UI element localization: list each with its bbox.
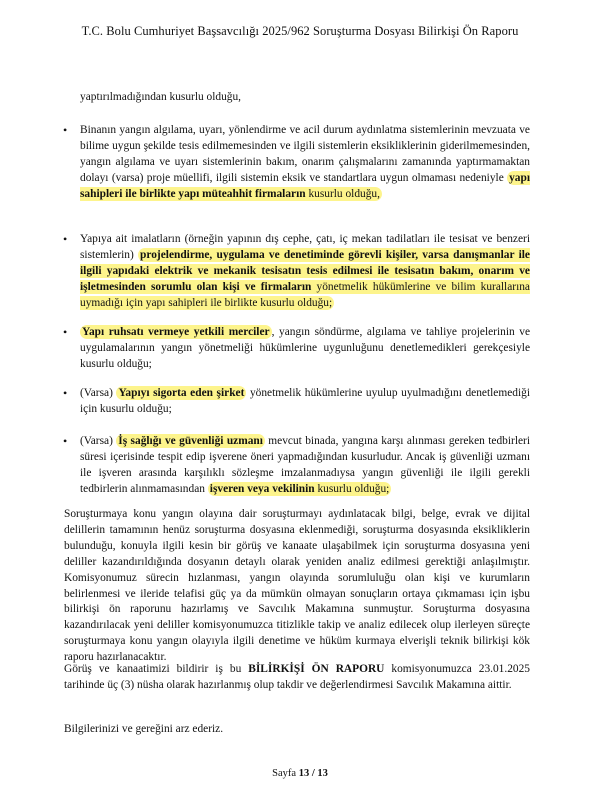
bullet-marker: • <box>63 434 68 448</box>
highlight: projelendirme, uygulama ve denetiminde görevli kişiler, varsa danışmanlar ile ilgili yapıdaki elektrik ve mekanik tesisatın tesis edilmesi ile tesisatın bakım, onarım ve işletmesinden sorumlu olan kişi ve firmaların yönetmelik hükümlerine ve bilim kurallarına uymadığı için yapı sahipleri ile birlikte kusurlu olduğu; <box>80 248 530 309</box>
report-title-bold: BİLİRKİŞİ ÖN RAPORU <box>248 663 385 675</box>
bullet-marker: • <box>63 325 68 339</box>
paragraph-evidence: Soruşturmaya konu yangın olayına dair soruşturmayı aydınlatacak bilgi, belge, evrak ve dijital delillerin tamamının henüz soruşturma dosyasına eklenmediği, soruşturma dosyasında eksikliklerin bulunduğu, konuyla ilgili kesin bir görüş ve kanaate ulaşabilmek için soruşturma dosyasına yeni deliller kazandırıldığında dosyanın detaylı olarak yeniden analiz edilmesi gerektiği anlaşılmıştır. Komisyonumuz sürecin hızlanması, yangın olayında sorumluluğu olan kişi ve kurumların belirlenmesi ve ileride telafisi güç ya da mümkün olmayan sonuçların ortaya çıkmaması için işbu bilirkişi ön raporunu hazırlamış ve Savcılık Makamına sunmuştur. Soruşturma dosyasına kazandırılacak yeni deliller komisyonumuzca titizlikle takip ve analiz edilecek olup ilerleyen süreçte soruşturmaya konu yangın olayıyla ilgili denetime ve hüküm kurmaya elverişli teknik bilirkişi kök raporu hazırlanacaktır. <box>64 508 530 664</box>
bullet-item-5: (Varsa) İş sağlığı ve güvenliği uzmanı mevcut binada, yangına karşı alınması gereken tedbirleri süresi içerisinde tespit edip işverene öneri yapmadığından kusurludur. Ancak iş güvenliği uzmanı ile işveren arasında karşılıklı sözleşme imzalanmadıysa yangın güvenliği ile ilgili gerekli tedbirlerin alınmamasından işveren veya vekilinin kusurlu olduğu; <box>80 435 531 495</box>
paragraph-closing: Bilgilerinizi ve gereğini arz ederiz. <box>64 723 224 735</box>
bullet-item-3: Yapı ruhsatı vermeye yetkili merciler , yangın söndürme, algılama ve tahliye projelerinin ve uygulamalarının yangın yönetmeliği hükümlerine uygunluğunu denetlemedikleri gerekçesiyle kusurlu olduğu; <box>80 326 531 370</box>
bullet-item-4: (Varsa) Yapıyı sigorta eden şirket yönetmelik hükümlerine uyulup uyulmadığını denetlemediği için kusurlu olduğu; <box>80 387 530 415</box>
bullet-item-1: Binanın yangın algılama, uyarı, yönlendirme ve acil durum aydınlatma sistemlerinin mevzuata ve bilime uygun şekilde tesis edilmemesinden ve ilgili sistemlerin eksikliklerinin giderilmemesinden, yangın algılama ve uyarı sistemlerinin bakım, onarım çalışmalarını zamanında yaptırmamaktan dolayı (varsa) proje müellifi, ilgili sistemin eksik ve standartlara uygun olmaması nedeniyle yapı sahipleri ile birlikte yapı müteahhit firmaların kusurlu olduğu, <box>80 124 530 200</box>
bullet-marker: • <box>63 386 68 400</box>
highlight: Yapı ruhsatı vermeye yetkili merciler <box>82 326 270 338</box>
highlight: yapı sahipleri ile birlikte yapı müteahhit firmaların kusurlu olduğu, <box>80 171 530 200</box>
highlight: İş sağlığı ve güvenliği uzmanı <box>118 435 263 447</box>
bullet-marker: • <box>63 123 68 137</box>
highlight: Yapıyı sigorta eden şirket <box>118 387 245 399</box>
page-footer: Sayfa 13 / 13 <box>272 768 328 779</box>
paragraph-conclusion: Görüş ve kanaatimizi bildirir iş bu BİLİRKİŞİ ÖN RAPORU komisyonumuzca 23.01.2025 tarihinde üç (3) nüsha olarak hazırlanmış olup takdir ve değerlendirmesi Savcılık Makamına aittir. <box>64 663 531 691</box>
top-fragment: yaptırılmadığından kusurlu olduğu, <box>80 91 242 103</box>
page-number: 13 / 13 <box>298 768 328 779</box>
bullet-item-2: Yapıya ait imalatların (örneğin yapının dış cephe, çatı, iç mekan tadilatları ile tesisat ve benzeri sistemlerin) projelendirme, uygulama ve denetiminde görevli kişiler, varsa danışmanlar ile ilgili yapıdaki elektrik ve mekanik tesisatın tesis edilmesi ile tesisatın bakım, onarım ve işletmesinden sorumlu olan kişi ve firmaların yönetmelik hükümlerine ve bilim kurallarına uymadığı için yapı sahipleri ile birlikte kusurlu olduğu; <box>80 233 530 309</box>
page-header: T.C. Bolu Cumhuriyet Başsavcılığı 2025/962 Soruşturma Dosyası Bilirkişi Ön Raporu <box>81 24 519 38</box>
bullet-marker: • <box>63 232 68 246</box>
highlight: işveren veya vekilinin kusurlu olduğu; <box>209 482 390 495</box>
